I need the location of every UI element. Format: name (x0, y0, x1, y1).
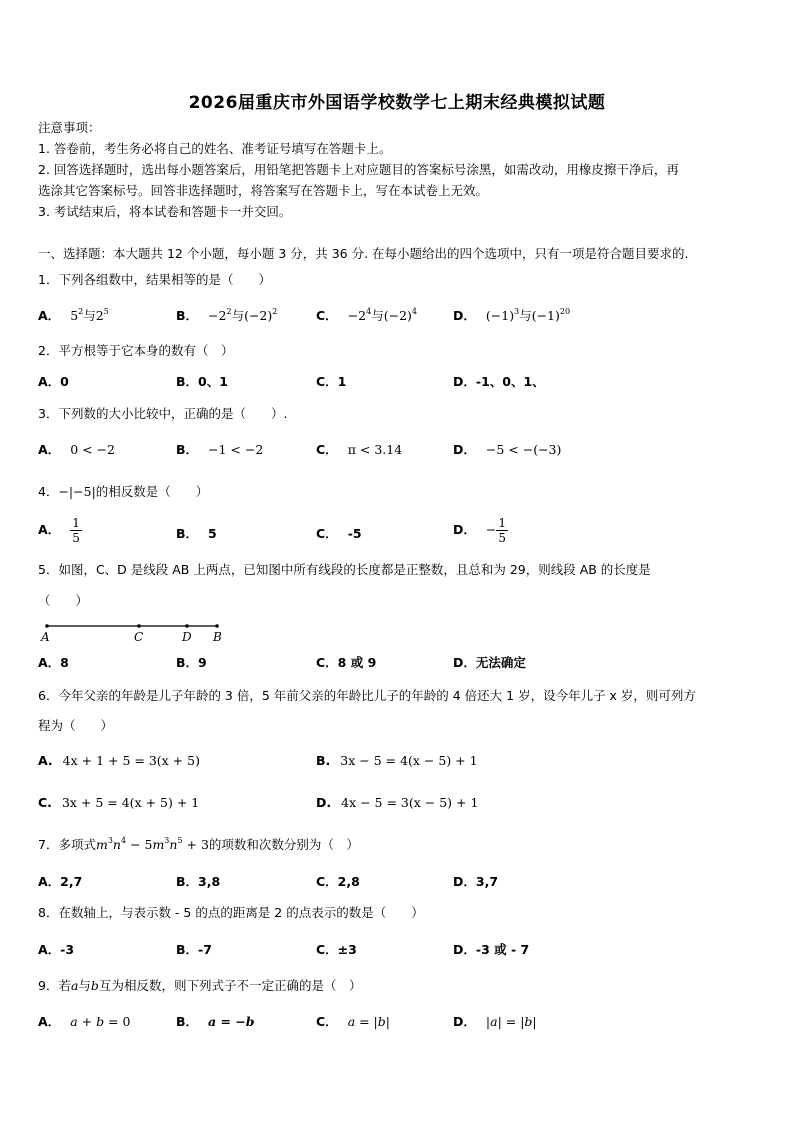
option-expression: 3x − 5 = 4(x − 5) + 1 (340, 753, 478, 768)
q4-option-b (176, 525, 217, 543)
notice-item-2: 2. 回答选择题时，选出每小题答案后，用铅笔把答题卡上对应题目的答案标号涂黑，如需改动，用橡皮擦干净后，再 (38, 162, 679, 177)
option-label: D． (453, 308, 476, 323)
option-label: C． (316, 526, 338, 541)
option-label: A. (38, 753, 53, 768)
point-a-label: A (41, 630, 50, 644)
q8-option-a: A．-3 (38, 942, 75, 957)
q2-option-c: C．1 (316, 374, 347, 389)
question-text: 7．多项式 (38, 837, 96, 852)
question-4-stem: 4．−|−5|的相反数是（ ） (38, 484, 209, 499)
q5-option-c: C．8 或 9 (316, 655, 377, 670)
question-2-stem: 2．平方根等于它本身的数有（ ） (38, 343, 234, 358)
notice-item-2-cont: 选涂其它答案标号。回答非选择题时，将答案写在答题卡上，写在本试卷上无效。 (38, 183, 489, 198)
point-c-label: C (134, 630, 144, 644)
segment-diagram (38, 618, 238, 644)
option-label: A． (38, 1014, 61, 1029)
question-7-stem: 7．多项式$m^3n^4 - 5m^3n^5 + 3$的项数和次数分别为（ ） (38, 836, 359, 852)
option-label: A． (38, 308, 61, 323)
point-d-dot (185, 624, 189, 628)
q6-option-a (38, 752, 200, 770)
q7-option-c: C．2,8 (316, 874, 360, 889)
q2-option-b: B．0、1 (176, 374, 228, 389)
notice-heading: 注意事项： (38, 120, 101, 135)
question-5-stem: 5．如图，C、D 是线段 AB 上两点，已知图中所有线段的长度都是正整数，且总和为 29，则线段 AB 的长度是 (38, 562, 651, 577)
option-label: B． (176, 442, 199, 457)
option-expression: −1 < −2 (208, 442, 264, 457)
section-header: 一、选择题：本大题共 12 个小题，每小题 3 分，共 36 分. 在每小题给出的四个选项中，只有一项是符合题目要求的. (38, 246, 689, 261)
option-label: B． (176, 1014, 199, 1029)
q6-option-d (316, 794, 478, 812)
point-c-dot (137, 624, 141, 628)
q1-option-a: A． $5^2$与$2^5$ (38, 307, 109, 323)
option-label: C． (316, 442, 338, 457)
q5-option-d: D．无法确定 (453, 655, 526, 670)
option-label: C． (316, 308, 338, 323)
q9-option-a: A． a + b = 0 (38, 1014, 131, 1029)
connector-text: 与 (519, 308, 532, 323)
option-label: B. (316, 753, 331, 768)
option-label: A． (38, 442, 61, 457)
q1-option-b: B． $-2^2$与$(-2)^2$ (176, 307, 278, 323)
option-label: C． (316, 1014, 338, 1029)
question-8-stem: 8．在数轴上，与表示数 - 5 的点的距离是 2 的点表示的数是（ ） (38, 905, 424, 920)
option-expression: 3x + 5 = 4(x + 5) + 1 (61, 795, 200, 810)
q6-option-b (316, 752, 478, 770)
q2-option-a: A．0 (38, 374, 69, 389)
q9-option-c: C． a = |b| (316, 1014, 391, 1029)
question-6-stem: 6．今年父亲的年龄是儿子年龄的 3 倍，5 年前父亲的年龄比儿子的年龄的 4 倍还大 1 岁，设今年儿子 x 岁，则可列方 (38, 688, 696, 703)
option-label: C. (38, 795, 52, 810)
q8-option-d: D．-3 或 - 7 (453, 942, 530, 957)
option-label: D． (453, 1014, 476, 1029)
connector-text: 与 (83, 308, 96, 323)
q5-option-a: A．8 (38, 655, 69, 670)
point-b-label: B (213, 630, 222, 644)
q7-option-a: A．2,7 (38, 874, 83, 889)
option-label: B． (176, 308, 199, 323)
option-expression: −5 < −(−3) (485, 442, 562, 457)
option-label: A． (38, 522, 61, 537)
q3-option-b (176, 441, 263, 459)
q3-option-c (316, 441, 402, 459)
option-label: D． (453, 442, 476, 457)
q9-option-d: D． |a| = |b| (453, 1014, 537, 1029)
connector-text: 与 (371, 308, 384, 323)
connector-text: 与 (231, 308, 245, 323)
q5-option-b: B．9 (176, 655, 207, 670)
q3-option-a (38, 441, 115, 459)
notice-item-3: 3. 考试结束后，将本试卷和答题卡一并交回。 (38, 204, 292, 219)
q7-option-d: D．3,7 (453, 874, 499, 889)
question-text: 的相反数是（ ） (95, 484, 209, 499)
q8-option-b: B．-7 (176, 942, 212, 957)
option-expression: π < 3.14 (347, 442, 403, 457)
q7-option-b: B．3,8 (176, 874, 221, 889)
q9-option-b: B． a = −b (176, 1014, 255, 1029)
q6-option-c (38, 794, 199, 812)
option-expression: 4x − 5 = 3(x − 5) + 1 (341, 795, 479, 810)
question-text: 与 (78, 978, 91, 993)
point-a-dot (45, 624, 49, 628)
question-5-paren: （ ） (38, 593, 89, 608)
question-number: 4． (38, 484, 59, 499)
option-label: B． (176, 526, 199, 541)
option-value: -5 (347, 526, 362, 541)
question-text: 9．若 (38, 978, 71, 993)
q3-option-d (453, 441, 561, 459)
option-expression: 4x + 1 + 5 = 3(x + 5) (62, 753, 200, 768)
page-title: 2026届重庆市外国语学校数学七上期末经典模拟试题 (188, 93, 606, 113)
option-expression: 0 < −2 (70, 442, 115, 457)
question-6-stem-cont: 程为（ ） (38, 718, 114, 733)
question-1-stem: 1．下列各组数中，结果相等的是（ ） (38, 272, 271, 287)
notice-item-1: 1. 答卷前，考生务必将自己的姓名、准考证号填写在答题卡上。 (38, 141, 392, 156)
q8-option-c: C．±3 (316, 942, 357, 957)
q1-option-c: C． $-2^4$与$(-2)^4$ (316, 307, 418, 323)
question-9-stem: 9．若a与b互为相反数，则下列式子不一定正确的是（ ） (38, 978, 362, 993)
q1-option-d: D． $(-1)^3$与$(-1)^{20}$ (453, 307, 571, 323)
question-text: 的项数和次数分别为（ ） (208, 837, 359, 852)
q4-option-d: D． − $\frac{1}{5}$ (453, 516, 507, 545)
point-d-label: D (182, 630, 192, 644)
question-3-stem: 3．下列数的大小比较中，正确的是（ ）. (38, 406, 288, 421)
q4-option-c (316, 525, 362, 543)
q4-option-a: A． $\frac{1}{5}$ (38, 516, 80, 545)
point-b-dot (215, 624, 219, 628)
question-text: 互为相反数，则下列式子不一定正确的是（ ） (98, 978, 362, 993)
option-label: D. (316, 795, 332, 810)
q2-option-d: D．-1、0、1、 (453, 374, 545, 389)
option-label: D． (453, 522, 476, 537)
option-value: 5 (208, 526, 217, 541)
